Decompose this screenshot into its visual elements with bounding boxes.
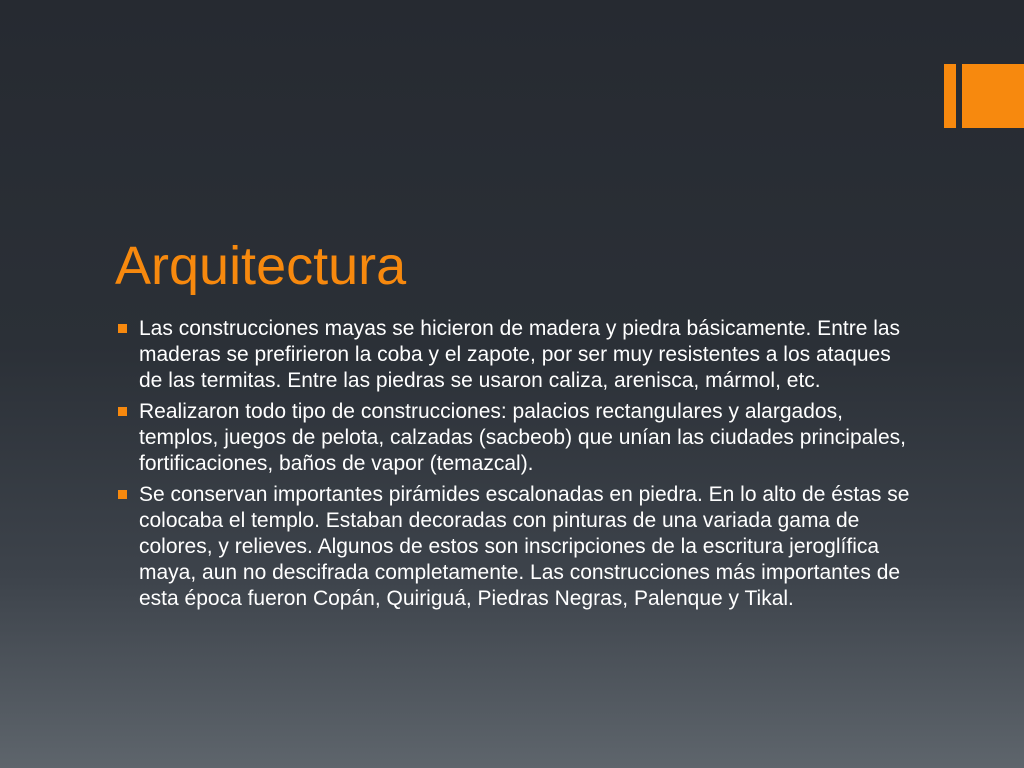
square-bullet-icon bbox=[118, 324, 127, 333]
bullet-item bbox=[116, 482, 916, 612]
square-bullet-icon bbox=[118, 490, 127, 499]
square-bullet-icon bbox=[118, 407, 127, 416]
decoration-bar-thin bbox=[944, 64, 956, 128]
bullet-text: Realizaron todo tipo de construcciones: palacios rectangulares y alargados, templos, juegos de pelota, calzadas (sacbeob) que unían las ciudades principales, fortificaciones, baños de vapor (temazcal). bbox=[139, 400, 906, 475]
bullet-item bbox=[116, 316, 916, 394]
corner-decoration bbox=[944, 64, 1024, 128]
slide-title: Arquitectura bbox=[115, 236, 407, 296]
bullet-item bbox=[116, 399, 916, 477]
bullet-list bbox=[116, 316, 916, 617]
bullet-text: Se conservan importantes pirámides escalonadas en piedra. En lo alto de éstas se colocaba el templo. Estaban decoradas con pinturas de una variada gama de colores, y relieves. Algunos de estos son inscripciones de la escritura jeroglífica maya, aun no descifrada completamente. Las construcciones más importantes de esta época fueron Copán, Quiriguá, Piedras Negras, Palenque y Tikal. bbox=[139, 483, 910, 610]
bullet-text: Las construcciones mayas se hicieron de madera y piedra básicamente. Entre las maderas se prefirieron la coba y el zapote, por ser muy resistentes a los ataques de las termitas. Entre las piedras se usaron caliza, arenisca, mármol, etc. bbox=[139, 317, 901, 392]
decoration-bar-wide bbox=[962, 64, 1024, 128]
